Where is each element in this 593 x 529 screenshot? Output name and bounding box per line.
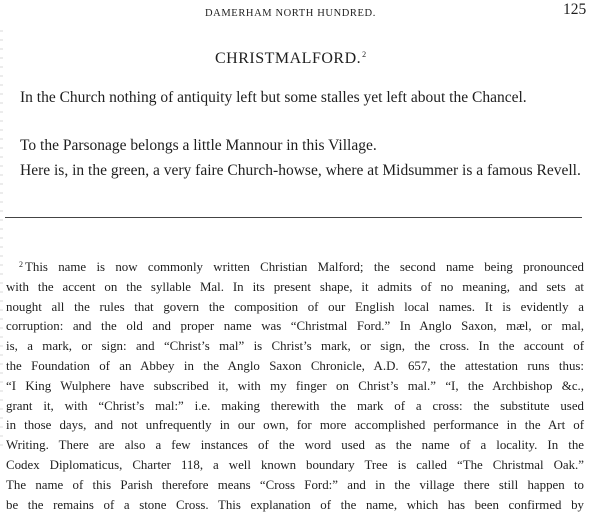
footnote-line: nought all the rules that govern the composition of our English local names. It is evidently a xyxy=(6,299,584,314)
footnote-divider xyxy=(5,217,582,218)
footnote-line: the Foundation of an Abbey in the Anglo Saxon Chronicle, A.D. 657, the attestation runs thus: xyxy=(6,358,584,373)
footnote-line: $^2$ This name is now commonly written Christian Malford; the second name being pronounced xyxy=(19,260,584,274)
section-title-text: CHRISTMALFORD. xyxy=(215,50,362,67)
page-edge-speckle xyxy=(0,30,3,450)
running-head: DAMERHAM NORTH HUNDRED. xyxy=(205,8,376,19)
footnote-line: in those days, and not unfrequently in our own, for more accomplished performance in the Art of xyxy=(6,418,584,433)
footnote-line: with the accent on the syllable Mal. In its present shape, it admits of no meaning, and sets at xyxy=(6,279,584,294)
section-title xyxy=(215,50,367,68)
footnote-line: be the remains of a stone Cross. This explanation of the name, which has been confirmed by xyxy=(6,497,584,512)
footnote-line: is, a mark, or sign: and “Christ’s mal” is Christ’s mark, or sign, the cross. In the account of xyxy=(6,339,584,354)
footnote-reference: 2 xyxy=(362,50,367,59)
footnote-marker: 2 xyxy=(19,260,23,269)
footnote-line: corruption: and the old and proper name was “Christmal Ford.” In Anglo Saxon, mæl, or mal, xyxy=(6,319,584,334)
footnote-line: Codex Diplomaticus, Charter 118, a well known boundary Tree is called “The Christmal Oak.” xyxy=(6,457,584,472)
footnote-line: The name of this Parish therefore means “Cross Ford:” and in the village there still happen to xyxy=(6,477,584,492)
body-paragraph: Here is, in the green, a very faire Church-howse, where at Midsummer is a famous Revell. xyxy=(20,162,581,179)
body-paragraph: To the Parsonage belongs a little Mannour in this Village. xyxy=(20,137,377,154)
footnote-line: grant it, with “Christ’s mal:” i.e. making therewith the mark of a cross: the substitute used xyxy=(6,398,584,413)
page-number: 125 xyxy=(563,1,587,18)
body-paragraph: In the Church nothing of antiquity left but some stalles yet left about the Chancel. xyxy=(20,89,527,106)
footnote-line: Writing. There are also a few instances of the word used as the name of a locality. In the xyxy=(6,438,584,453)
footnote-line: “I King Wulphere have subscribed it, with my finger on Christ’s mal.” “I, the Archbishop &c., xyxy=(6,378,584,393)
footnote xyxy=(6,255,584,515)
